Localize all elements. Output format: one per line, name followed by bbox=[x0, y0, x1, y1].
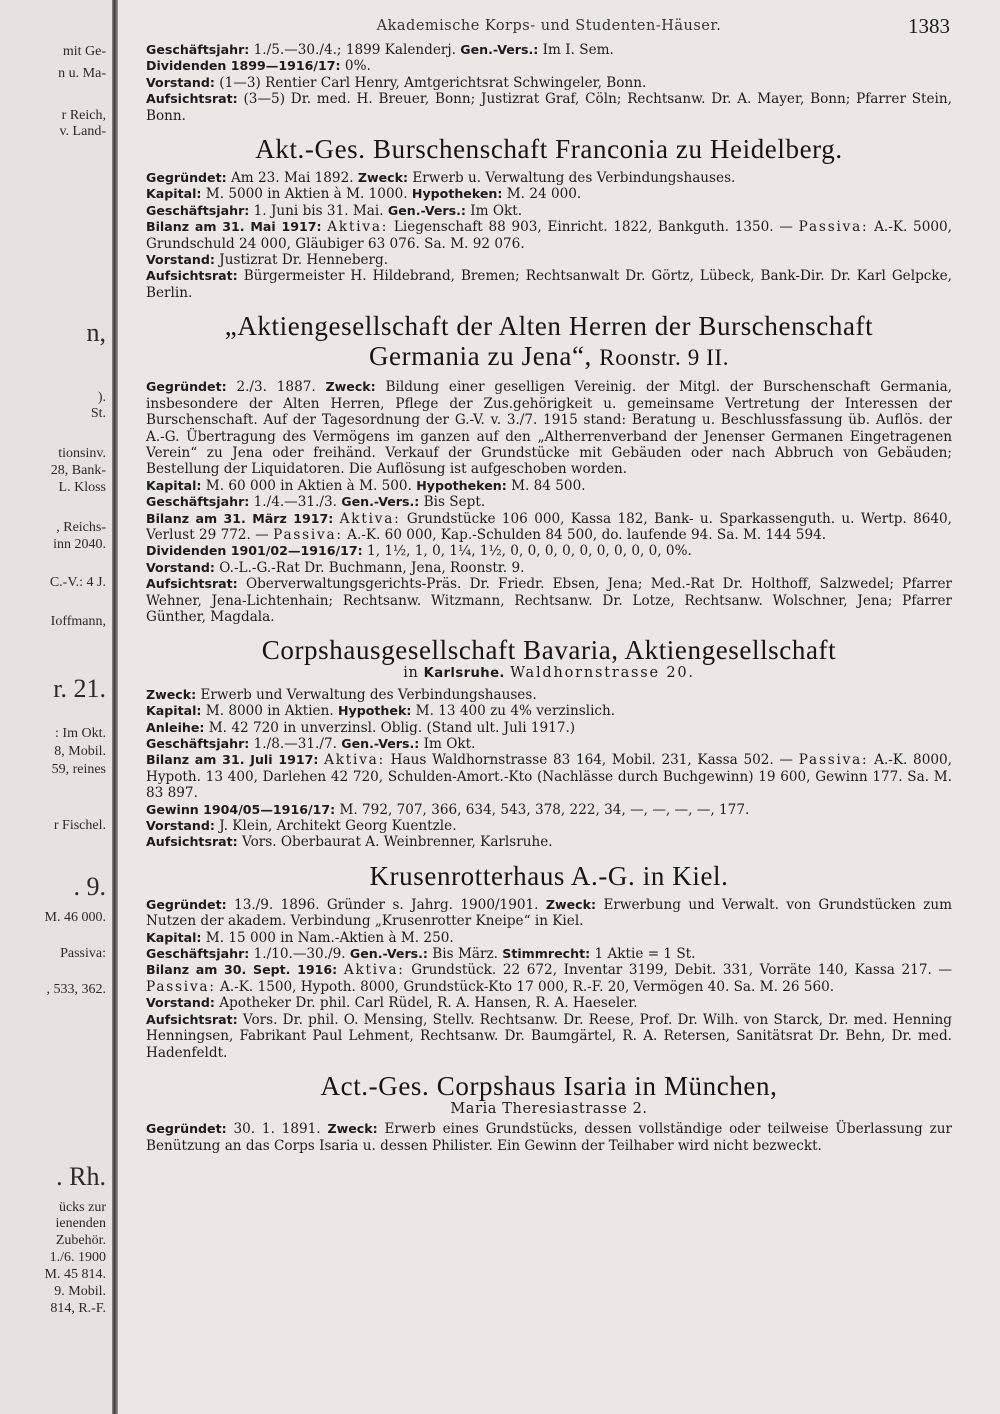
entry-line: Geschäftsjahr: 1./8.—31./7. Gen.-Vers.: Im Okt. bbox=[146, 736, 476, 752]
entry-line: Kapital: M. 8000 in Aktien. Hypothek: M. 13 400 zu 4% verzinslich. bbox=[146, 703, 616, 720]
company-entry-krusenrotterhaus bbox=[146, 861, 952, 1061]
margin-fragment: Zubehör. bbox=[55, 1233, 106, 1248]
margin-fragment: : Im Okt. bbox=[55, 726, 106, 741]
margin-fragment: ienenden bbox=[55, 1216, 106, 1231]
company-address: Roonstr. 9 II. bbox=[599, 345, 730, 371]
margin-fragment: 59, reines bbox=[51, 762, 106, 777]
entry-line: Vorstand: O.-L.-G.-Rat Dr. Buchmann, Jena, Roonstr. 9. bbox=[146, 559, 525, 576]
entry-line: Aufsichtsrat: (3—5) Dr. med. H. Breuer, Bonn; Justizrat Graf, Cöln; Rechtsanw. Dr. A. Mayer, Bonn; Pfarrer Stein, Bonn. bbox=[146, 91, 952, 124]
margin-fragment: M. 45 814. bbox=[44, 1267, 106, 1282]
entry-line: Aufsichtsrat: Bürgermeister H. Hildebrand, Bremen; Rechtsanwalt Dr. Görtz, Lübeck, Bank-Dir. Dr. Karl Gelpcke, Berlin. bbox=[146, 268, 952, 301]
margin-fragment: M. 46 000. bbox=[44, 910, 106, 925]
entry-line: Geschäftsjahr: 1./10.—30./9. Gen.-Vers.: Bis März. Stimmrecht: 1 Aktie = 1 St. bbox=[146, 946, 696, 963]
company-title: Akt.-Ges. Burschenschaft Franconia zu Heidelberg. bbox=[255, 134, 843, 165]
entry-line: Aufsichtsrat: Vors. Dr. phil. O. Mensing, Stellv. Rechtsanw. Dr. Reese, Prof. Dr. Wilh. von Starck, Dr. med. Henning Henningsen, Fabrikant Paul Lehment, Rechtsanw. Dr. Baumgärtel, R. A. Retersen, Sanitätsrat Dr. Behn, Dr. med. Hadenfeldt. bbox=[146, 1011, 952, 1061]
entry-line: Geschäftsjahr: 1. Juni bis 31. Mai. Gen.-Vers.: Im Okt. bbox=[146, 202, 523, 219]
running-title: Akademische Korps- und Studenten-Häuser. bbox=[376, 18, 722, 34]
margin-fragment: , 533, 362. bbox=[46, 982, 106, 997]
book-gutter bbox=[112, 0, 118, 1414]
margin-fragment: inn 2040. bbox=[53, 537, 106, 552]
left-page-margin-fragments bbox=[0, 0, 112, 1414]
company-address: Maria Theresiastrasse 2. bbox=[450, 1100, 648, 1117]
margin-fragment: n u. Ma- bbox=[58, 66, 106, 81]
entry-line: Dividenden 1899—1916/17: 0%. bbox=[146, 58, 371, 75]
company-title: Act.-Ges. Corpshaus Isaria in München, bbox=[320, 1070, 778, 1101]
entry-line: Bilanz am 31. Mai 1917: Aktiva: Liegenschaft 88 903, Einricht. 1822, Bankguth. 1350. — Passiva: A.-K. 5000, Grundschuld 24 000, Gläubiger 63 076. Sa. M. 92 076. bbox=[146, 219, 952, 252]
margin-fragment: . 9. bbox=[73, 872, 106, 901]
entry-line: Kapital: M. 5000 in Aktien à M. 1000. Hypotheken: M. 24 000. bbox=[146, 186, 582, 203]
margin-fragment: r Reich, bbox=[61, 108, 106, 123]
margin-fragment: 8, Mobil. bbox=[54, 744, 106, 759]
margin-fragment: v. Land- bbox=[59, 124, 106, 139]
entry-line: Gegründet: 30. 1. 1891. Zweck: Erwerb eines Grundstücks, dessen vollständige oder teilweise Überlassung zur Benützung an das Corps Isaria u. dessen Philister. Ein Gewinn der Teilhaber wird nicht bezweckt. bbox=[146, 1121, 952, 1154]
entry-line: Vorstand: (1—3) Rentier Carl Henry, Amtgerichtsrat Schwingeler, Bonn. bbox=[146, 74, 647, 91]
margin-fragment: C.-V.: 4 J. bbox=[49, 575, 106, 590]
company-entry-germania bbox=[146, 311, 952, 625]
company-entry-continued bbox=[146, 42, 952, 124]
entry-line: Bilanz am 30. Sept. 1916: Aktiva: Grundstück. 22 672, Inventar 3199, Debit. 331, Vorräte 140, Kassa 217. — Passiva: A.-K. 1500, Hypoth. 8000, Grundstück-Kto 17 000, R.-F. 20, Vermögen 40. Sa. M. 26 560. bbox=[146, 962, 953, 995]
company-subline bbox=[146, 665, 952, 682]
company-title-part: Germania zu Jena“, bbox=[368, 341, 592, 372]
company-title: „Aktiengesellschaft der Alten Herren der Burschenschaft bbox=[224, 311, 874, 342]
entry-line: Gegründet: 2./3. 1887. Zweck: Bildung einer geselligen Vereinig. der Mitgl. der Burschenschaft Germania, insbesondere der Alten Herren, Pflege der Zus.gehörigkeit u. gemeinsame Vertretung der Interessen der Burschenschaft. Auf der Tagesordnung der G.-V. v. 3./7. 1915 stand: Beratung u. Beschlussfassung üb. Auflös. der A.-G. Übertragung des Vermögens im ganzen auf den „Altherrenverband der Jenenser Germanen Eingetragenen Verein“ zu Jena oder freihänd. Verkauf der Grundstücke mit Gebäuden oder nach Abbruch von Gebäuden; Bestellung der Liquidatoren. Die Auflösung ist aufgeschoben worden. bbox=[146, 379, 953, 478]
entry-line: Geschäftsjahr: 1./4.—31./3. Gen.-Vers.: Bis Sept. bbox=[146, 494, 486, 511]
entry-line: Kapital: M. 60 000 in Aktien à M. 500. Hypotheken: M. 84 500. bbox=[146, 477, 586, 494]
margin-fragment: St. bbox=[90, 406, 106, 421]
company-entry-bavaria bbox=[146, 635, 952, 850]
entry-line: Gegründet: 13./9. 1896. Gründer s. Jahrg. 1900/1901. Zweck: Erwerbung und Verwalt. von Grundstücken zum Nutzen der akadem. Verbindung „Krusenrotter Kneipe“ in Kiel. bbox=[146, 896, 952, 930]
company-entry-franconia bbox=[146, 134, 952, 301]
company-entry-isaria bbox=[146, 1071, 952, 1154]
company-title: Krusenrotterhaus A.-G. in Kiel. bbox=[369, 860, 729, 891]
page-number: 1383 bbox=[908, 14, 950, 38]
entry-line: Vorstand: J. Klein, Architekt Georg Kuentzle. bbox=[146, 818, 457, 835]
entry-line: Vorstand: Apotheker Dr. phil. Carl Rüdel, R. A. Hansen, R. A. Haeseler. bbox=[146, 995, 638, 1012]
margin-fragment: ücks zur bbox=[58, 1200, 106, 1215]
entry-line: Anleihe: M. 42 720 in unverzinsl. Oblig. (Stand ult. Juli 1917.) bbox=[146, 719, 576, 736]
entry-line: Aufsichtsrat: Vors. Oberbaurat A. Weinbrenner, Karlsruhe. bbox=[146, 834, 553, 851]
entry-line: Dividenden 1901/02—1916/17: 1, 1½, 1, 0, 1¼, 1½, 0, 0, 0, 0, 0, 0, 0, 0, 0, 0%. bbox=[146, 543, 692, 560]
company-title-line-2 bbox=[146, 341, 952, 373]
margin-fragment: r. 21. bbox=[53, 674, 106, 703]
margin-fragment: mit Ge- bbox=[62, 44, 106, 59]
entry-line: Kapital: M. 15 000 in Nam.-Aktien à M. 250. bbox=[146, 929, 454, 946]
company-city: Karlsruhe. bbox=[423, 666, 505, 682]
company-address: Waldhornstrasse 20. bbox=[510, 665, 695, 682]
entry-line: Geschäftsjahr: 1./5.—30./4.; 1899 Kalenderj. Gen.-Vers.: Im I. Sem. bbox=[146, 42, 614, 58]
margin-fragment: r Fischel. bbox=[53, 818, 106, 833]
margin-fragment: ). bbox=[97, 390, 106, 405]
page-body bbox=[146, 12, 952, 1154]
entry-line: Gewinn 1904/05—1916/17: M. 792, 707, 366, 634, 543, 378, 222, 34, —, —, —, —, 177. bbox=[146, 801, 750, 818]
margin-fragment: 28, Bank- bbox=[50, 463, 106, 478]
entry-line: Gegründet: Am 23. Mai 1892. Zweck: Erwerb u. Verwaltung des Verbindungshauses. bbox=[146, 170, 736, 187]
margin-fragment: . Rh. bbox=[56, 1162, 106, 1191]
margin-fragment: n, bbox=[86, 318, 106, 347]
margin-fragment: Ioffmann, bbox=[50, 614, 106, 629]
margin-fragment: 9. Mobil. bbox=[54, 1284, 106, 1299]
margin-fragment: L. Kloss bbox=[58, 480, 106, 495]
entry-line: Bilanz am 31. März 1917: Aktiva: Grundstücke 106 000, Kassa 182, Bank- u. Sparkassenguth. u. Wertp. 8640, Verlust 29 772. — Passiva: A.-K. 60 000, Kap.-Schulden 84 500, do. laufende 94. Sa. M. 144 594. bbox=[146, 510, 953, 543]
entry-line: Zweck: Erwerb und Verwaltung des Verbindungshauses. bbox=[146, 686, 537, 703]
margin-fragment: Passiva: bbox=[60, 946, 106, 961]
subline-prefix: in bbox=[403, 665, 419, 682]
entry-line: Vorstand: Justizrat Dr. Henneberg. bbox=[146, 252, 389, 269]
company-title: Corpshausgesellschaft Bavaria, Aktiengesellschaft bbox=[261, 635, 837, 666]
running-header bbox=[146, 12, 952, 42]
entry-line: Aufsichtsrat: Oberverwaltungsgerichts-Präs. Dr. Friedr. Ebsen, Jena; Med.-Rat Dr. Holthoff, Salzwedel; Pfarrer Wehner, Jena-Lichtenhain; Rechtsanw. Witzmann, Rechtsanw. Dr. Lotze, Rechtsanw. Wolschner, Jena; Pfarrer Günther, Magdala. bbox=[146, 576, 952, 625]
margin-fragment: , Reichs- bbox=[56, 520, 106, 535]
margin-fragment: tionsinv. bbox=[58, 446, 106, 461]
margin-fragment: 814, R.-F. bbox=[50, 1301, 106, 1316]
margin-fragment: 1./6. 1900 bbox=[49, 1250, 106, 1265]
entry-line: Bilanz am 31. Juli 1917: Aktiva: Haus Waldhornstrasse 83 164, Mobil. 231, Kassa 502. — Passiva: A.-K. 8000, Hypoth. 13 400, Darlehen 42 720, Schulden-Amort.-Kto (Nachlässe durch Buchgewinn) 19 600, Gewinn 177. Sa. M. 83 897. bbox=[146, 752, 952, 802]
